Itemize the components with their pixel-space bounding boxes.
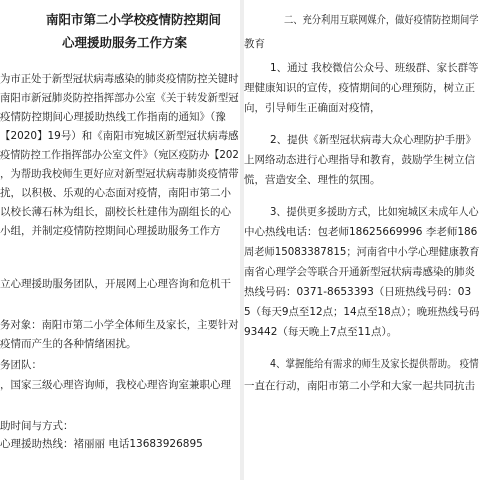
left-body-line: ，为帮助我校师生更好应对新型冠状病毒肺炎疫情带 — [0, 168, 239, 180]
right-body-line: 南省心理学会等联合开通新型冠状病毒感染的肺炎 — [244, 266, 475, 278]
right-body-line: 周老师15083387815；河南省中小学心理健康教育 — [244, 246, 480, 258]
left-body-line: 疫情防控工作指挥部办公室文件》（宛区疫防办【202 — [0, 149, 239, 161]
left-body-line: 务团队： — [0, 359, 42, 371]
left-body-line: 扰，以积极、乐观的心态面对疫情，南阳市第二小 — [0, 187, 231, 199]
right-body-line: 中心热线电话：包老师18625669996 李老师186 — [244, 226, 478, 238]
left-body-line: 以校长薄石林为组长，副校长杜建伟为副组长的心 — [0, 206, 231, 218]
left-body-line: 为市正处于新型冠状病毒感染的肺炎疫情防控关键时 — [0, 73, 239, 85]
document-title-line2: 心理援助服务工作方案 — [62, 35, 188, 50]
left-body-line: 心理援助热线：褚丽丽 电话13683926895 — [0, 438, 203, 450]
right-body-line: 向，引导师生正确面对疫情， — [244, 102, 381, 114]
document-title-line1: 南阳市第二小学校疫情防控期间 — [46, 12, 222, 27]
left-body-line: 疫情防控期间心理援助热线工作指南的通知》（豫 — [0, 111, 226, 123]
right-body-line: 3、提供更多援助方式，比如宛城区未成年人心 — [270, 206, 479, 218]
right-body-line: 热线号码：0371-8653393（日班热线号码：03 — [244, 286, 472, 298]
left-body-line: 疫情而产生的各种情绪困扰。 — [0, 338, 137, 350]
left-body-line: 小组，并制定疫情防控期间心理援助服务工作方 — [0, 225, 221, 237]
right-body-line: 理健康知识的宣传，疫情期间的心理预防，树立正 — [244, 82, 475, 94]
left-body-line: 【2020】19号）和《南阳市宛城区新型冠状病毒感 — [0, 130, 239, 142]
left-body-line: 务对象：南阳市第二小学全体师生及家长，主要针对 — [0, 319, 239, 331]
left-body-line: 南阳市新冠肺炎防控指挥部办公室《关于转发新型冠 — [0, 92, 239, 104]
left-body-line: ，国家三级心理咨询师，我校心理咨询室兼职心理 — [0, 379, 231, 391]
right-page-column — [244, 0, 480, 480]
right-body-line: 1、通过 我校微信公众号、班级群、家长群等 — [270, 62, 479, 74]
right-body-line: 慌，营造安全、理性的氛围。 — [244, 174, 381, 186]
right-body-line: 2、提供《新型冠状病毒大众心理防护手册》 — [270, 134, 477, 146]
right-body-line: 4、掌握能给有需求的师生及家长提供帮助。 疫情 — [270, 358, 479, 370]
right-body-line: 5（每天9点至12点；14点至18点）；晚班热线号码 — [244, 306, 480, 318]
right-body-line: 二、充分利用互联网媒介，做好疫情防控期间学 — [284, 14, 479, 26]
right-body-line: 上网络动态进行心理指导和教育，鼓励学生树立信 — [244, 154, 475, 166]
left-body-line: 立心理援助服务团队，开展网上心理咨询和危机干 — [0, 278, 231, 290]
right-body-line: 一直在行动，南阳市第二小学和大家一起共同抗击 — [244, 380, 475, 392]
right-body-line: 93442（每天晚上7点至11点）。 — [244, 326, 398, 338]
right-body-line: 教育 — [244, 38, 265, 50]
left-body-line: 助时间与方式： — [0, 420, 74, 432]
